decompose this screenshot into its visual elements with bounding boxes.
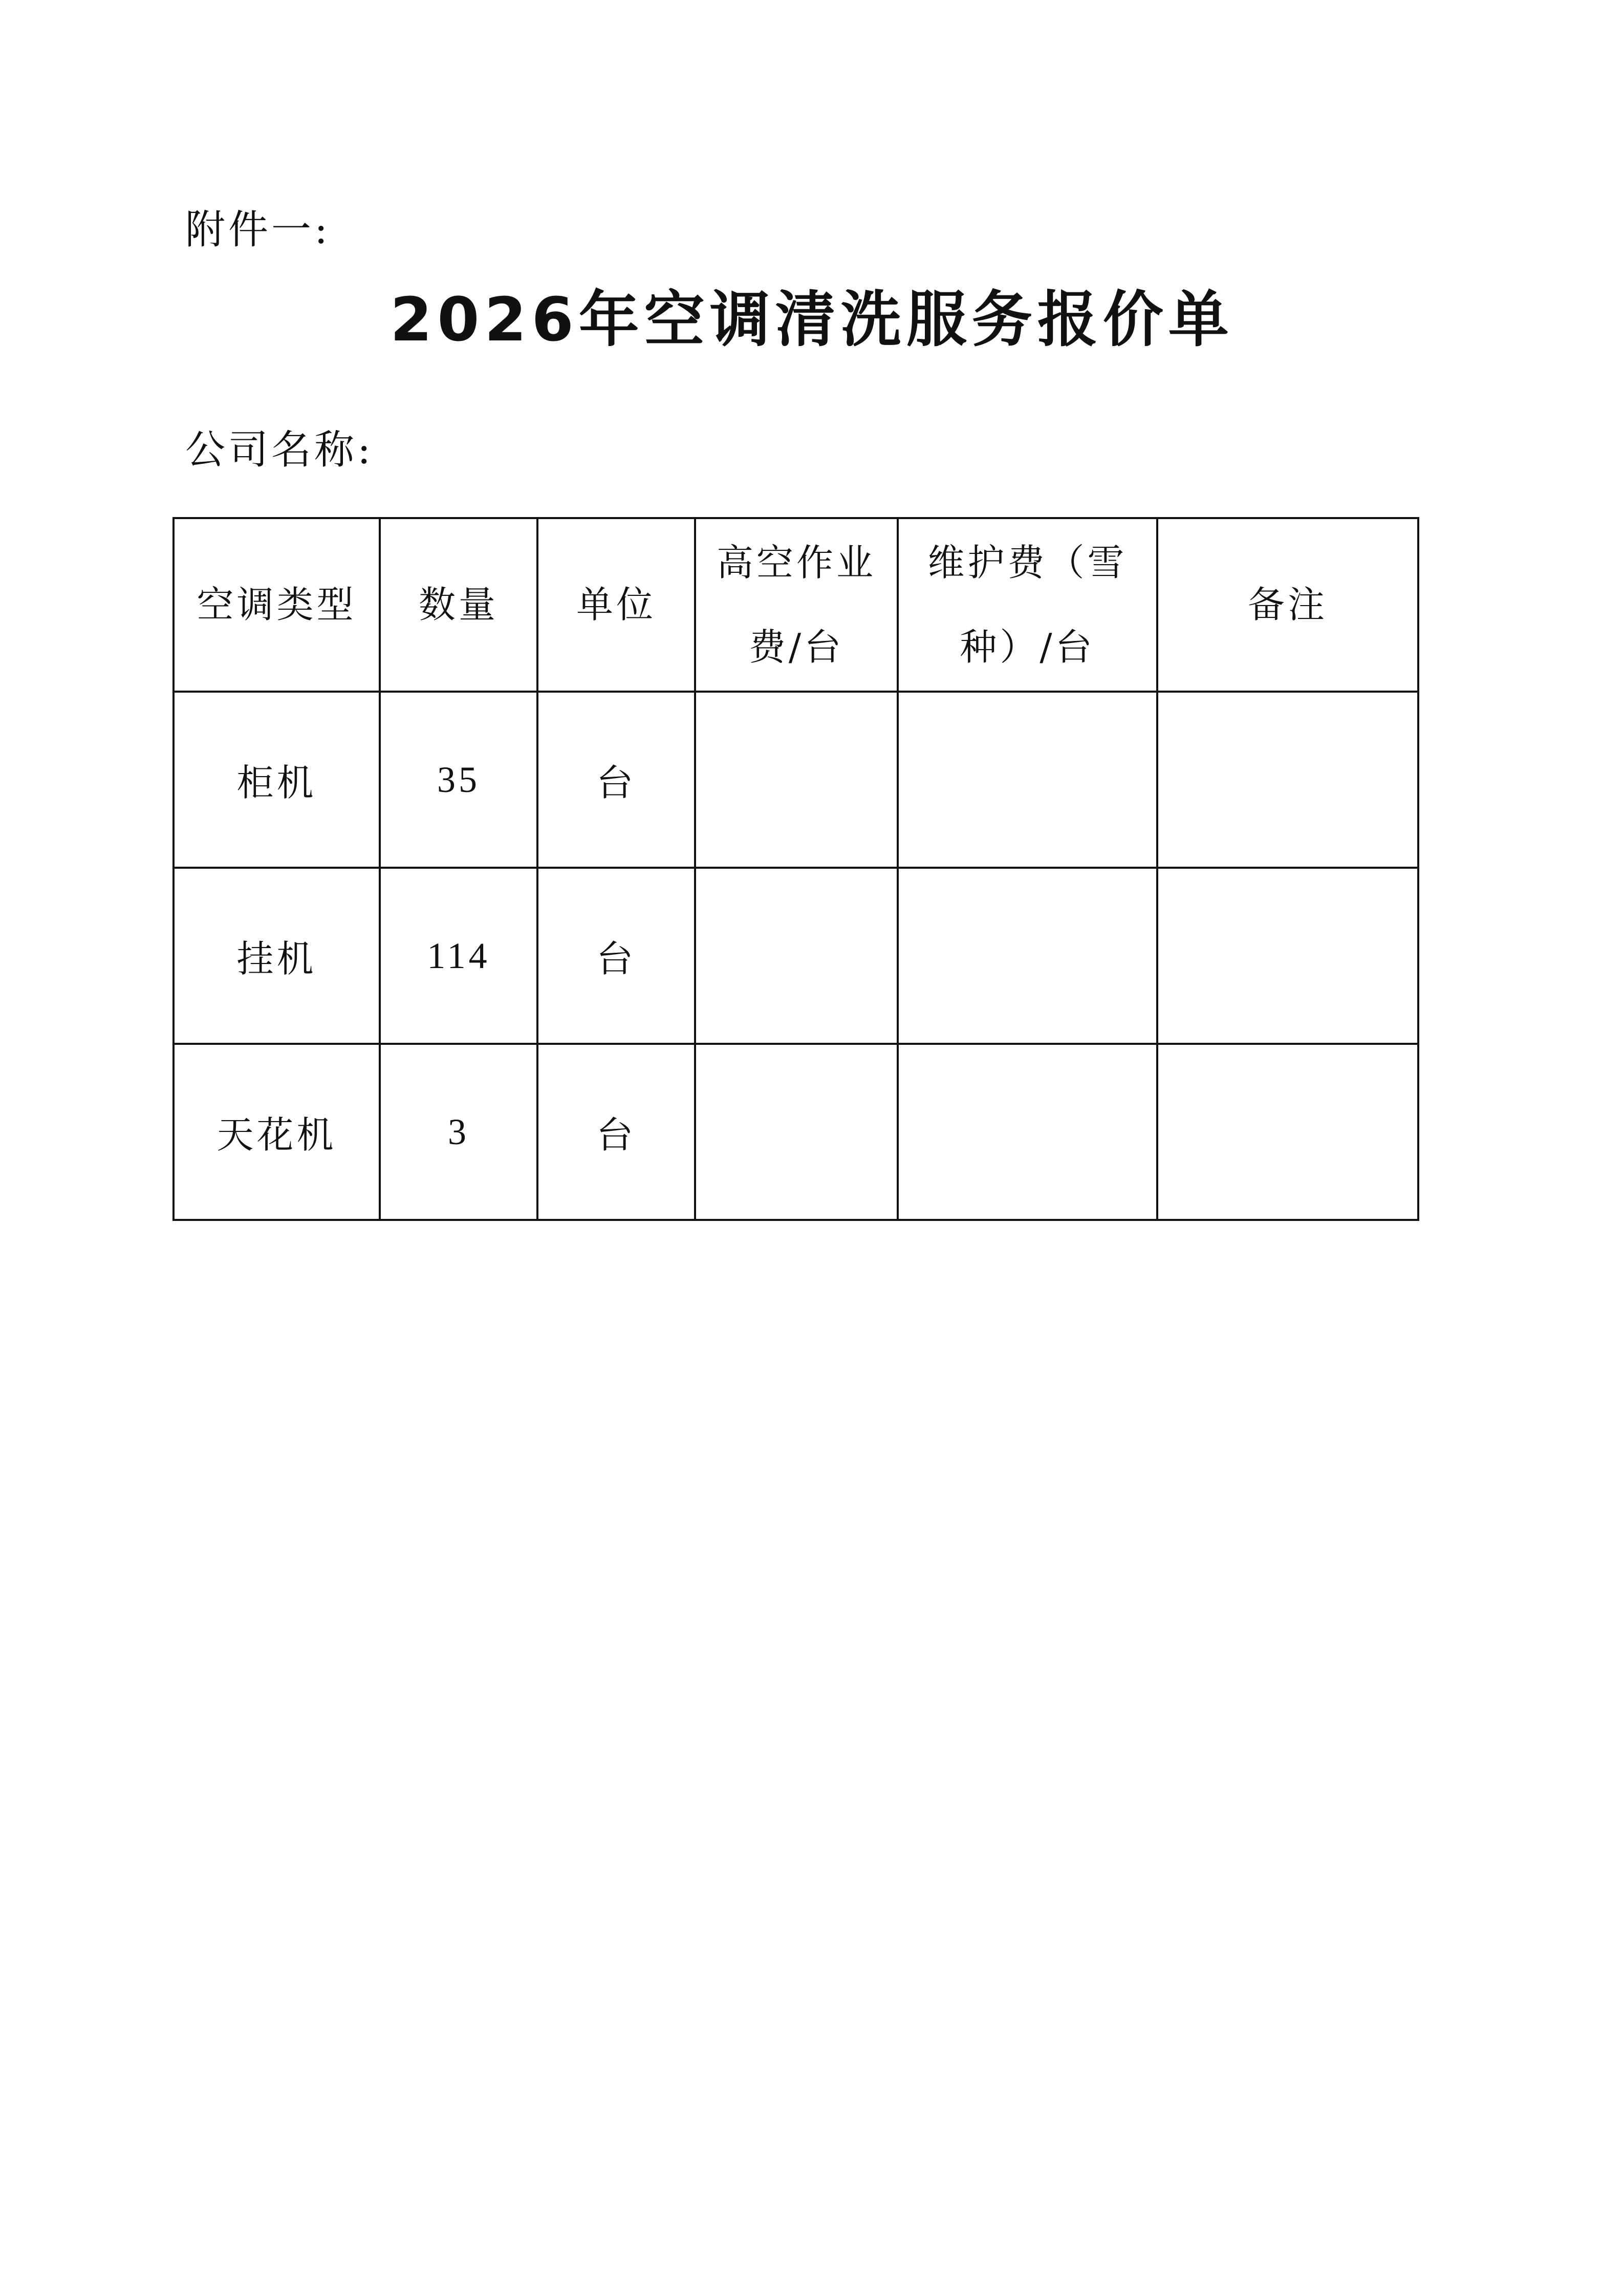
- company-name-label: 公司名称:: [185, 427, 374, 473]
- attachment-label: 附件一:: [185, 207, 331, 253]
- cell-ac-type: 天花机: [174, 1044, 380, 1220]
- header-ac-type: 空调类型: [174, 518, 380, 692]
- cell-unit: 台: [537, 692, 695, 868]
- cell-maintenance-fee[interactable]: [898, 868, 1157, 1044]
- table-row: [174, 868, 1418, 1044]
- cell-ac-type: 柜机: [174, 692, 380, 868]
- table-row: [174, 692, 1418, 868]
- cell-remark[interactable]: [1157, 868, 1418, 1044]
- cell-quantity: 3: [380, 1044, 537, 1220]
- cell-height-work-fee[interactable]: [695, 1044, 898, 1220]
- header-quantity: 数量: [380, 518, 537, 692]
- table-header-row: [174, 518, 1418, 692]
- cell-ac-type: 挂机: [174, 868, 380, 1044]
- header-height-work-fee: 高空作业费/台: [695, 518, 898, 692]
- cell-unit: 台: [537, 1044, 695, 1220]
- cell-unit: 台: [537, 868, 695, 1044]
- quote-table: [172, 517, 1419, 1221]
- cell-quantity: 35: [380, 692, 537, 868]
- page-title: 2026年空调清洗服务报价单: [390, 284, 1234, 355]
- cell-remark[interactable]: [1157, 1044, 1418, 1220]
- header-remark: 备注: [1157, 518, 1418, 692]
- cell-height-work-fee[interactable]: [695, 868, 898, 1044]
- table-row: [174, 1044, 1418, 1220]
- cell-maintenance-fee[interactable]: [898, 1044, 1157, 1220]
- header-unit: 单位: [537, 518, 695, 692]
- cell-maintenance-fee[interactable]: [898, 692, 1157, 868]
- cell-quantity: 114: [380, 868, 537, 1044]
- header-maintenance-fee: 维护费（雪种）/台: [898, 518, 1157, 692]
- cell-remark[interactable]: [1157, 692, 1418, 868]
- cell-height-work-fee[interactable]: [695, 692, 898, 868]
